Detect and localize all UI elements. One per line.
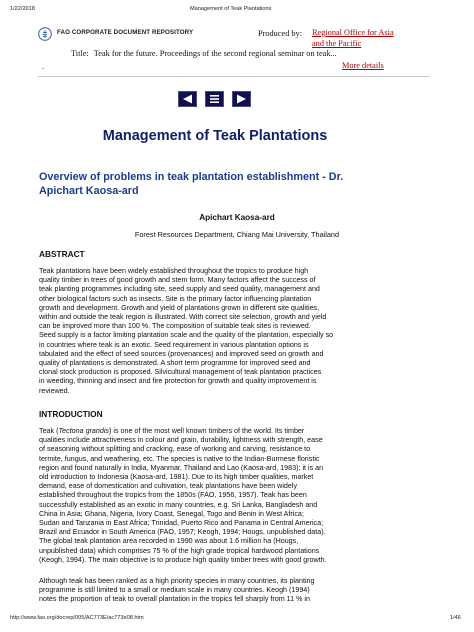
intro-line: termite, fungus, and weathering, etc. The species is native to the Indian-Burmese floristic (39, 454, 320, 463)
intro-line: (Keogh, 1994). The main objective is to produce high quality timber trees with good growth. (39, 555, 327, 564)
intro-line: Sudan and Tanzania in East Africa; Trinidad, Puerto Rico and Panama in Central America; (39, 519, 324, 528)
fao-logo[interactable] (38, 27, 52, 41)
header-divider (38, 76, 430, 77)
intro-line: established throughout the tropics from the 1850s (FAO, 1956, 1957). Teak has been (39, 491, 307, 500)
intro-line: unpublished data) which comprises 75 % of the high grade tropical hardwood plantations (39, 546, 320, 555)
title-row (71, 49, 337, 58)
introduction-text (39, 427, 439, 565)
right-arrow-icon (236, 94, 247, 104)
intro-line-start: Teak ( (39, 427, 59, 435)
repository-label: FAO CORPORATE DOCUMENT REPOSITORY (57, 29, 194, 36)
intro-line: Brazil and Ecuador in South America (FAO, 1957; Keogh, 1994; Hougs, unpublished data). (39, 528, 326, 537)
paragraph-line: programme is still limited to a small or medium scale in many countries. Keogh (1994) (39, 586, 310, 595)
author-name: Apichart Kaosa-ard (199, 213, 275, 222)
produced-by-label: Produced by: (258, 29, 303, 38)
abstract-text (39, 267, 439, 396)
title-label: Title: (71, 49, 89, 58)
abstract-line: in countries where teak is an exotic. Seed requirement in various plantation options is (39, 340, 309, 349)
intro-line: successfully established as an exotic in many countries, e.g. Sri Lanka, Bangladesh and (39, 500, 318, 509)
author-affiliation: Forest Resources Department, Chiang Mai University, Thailand (134, 230, 340, 239)
abstract-line: within and outside the teak region is illustrated. With correct site selection, growth and yield (39, 313, 327, 322)
intro-line: region and found naturally in India, Myanmar, Thailand and Lao (Kaosa-ard, 1983); it is an (39, 463, 324, 472)
second-paragraph (39, 577, 439, 605)
abstract-line: other biological factors such as insects. Site is the primary factor influencing plantation (39, 294, 312, 303)
intro-line: The global teak plantation area recorded in 1990 was about 1.6 million ha (Hougs, (39, 537, 299, 546)
intro-line (39, 427, 439, 436)
title-value: Teak for the future. Proceedings of the second regional seminar on teak... (93, 49, 337, 58)
intro-line: qualities include attractiveness in colour and grain, durability, lightness with strength, ease (39, 436, 323, 445)
abstract-heading: ABSTRACT (39, 249, 85, 259)
more-details-link[interactable]: More details (342, 61, 384, 70)
species-name: Tectona grandis (58, 427, 110, 435)
intro-line: demand, ease of domestication and cultivation, teak plantations have been widely (39, 482, 298, 491)
abstract-line: can be improved more than 100 %. The composition of suitable teak sites is reviewed. (39, 322, 311, 331)
print-url: http://www.fao.org/docrep/005/AC773E/ac773e08.htm (10, 615, 144, 621)
introduction-heading: INTRODUCTION (39, 409, 103, 419)
intro-line: of seasoning without splitting and cracking, ease of working and carving, resistance to (39, 445, 311, 454)
document-title: Management of Teak Plantations (102, 128, 328, 144)
abstract-line: in weeding, thinning and insect and fire protection for growth and quality improvement is (39, 377, 317, 386)
article-title: Overview of problems in teak plantation establishment - Dr. Apichart Kaosa-ard (39, 171, 344, 197)
intro-line: China in Asia; Ghana, Nigeria, Ivory Coast, Senegal, Togo and Benin in West Africa; (39, 509, 304, 518)
paragraph-line: Although teak has been ranked as a high priority species in many countries, its planting (39, 577, 315, 585)
abstract-line: clonal stock production is proposed. Silvicultural management of teak plantation practices (39, 368, 322, 377)
next-page-button[interactable] (232, 91, 251, 107)
print-page-title: Management of Teak Plantations (190, 6, 272, 12)
abstract-line: growth and development. Growth and yield of plantations grown in different site qualities, (39, 303, 320, 312)
paragraph-line: notes the proportion of teak to overall plantation in the tropics fell sharply from 11 % in (39, 595, 310, 604)
print-date: 1/22/2018 (10, 6, 35, 12)
produced-by-link[interactable]: Regional Office for Asia and the Pacific (312, 28, 394, 48)
left-arrow-icon (182, 94, 193, 104)
abstract-line: Seed supply is a factor limiting plantation scale and the quality of the plantation, especially so (39, 331, 334, 340)
contents-button[interactable] (205, 91, 224, 107)
intro-line-end: ) is one of the most well known timbers of the world. Its timber (109, 427, 305, 435)
intro-line: old introduction to Indonesia (Kaosa-ard, 1981). Due to its high timber qualities, market (39, 473, 314, 482)
header-dot: . (42, 62, 44, 71)
abstract-line: teak planting programmes including site, seed supply and seed quality, management and (39, 285, 320, 294)
abstract-line: quality of plantations is demonstrated. A short term programme for improved seed and (39, 359, 311, 368)
abstract-line: reviewed. (39, 386, 70, 395)
abstract-line: Teak plantations have been widely established throughout the tropics to produce high (39, 267, 309, 275)
abstract-line: quality timber in trees of good growth and stem form. Many factors affect the success of (39, 276, 316, 285)
print-page-number: 1/46 (450, 615, 461, 621)
fao-logo-icon (38, 27, 52, 41)
previous-page-button[interactable] (178, 91, 197, 107)
abstract-line: tabulated and the effect of seed sources (provenances) and improved seed on growth and (39, 349, 324, 358)
contents-list-icon (209, 94, 220, 104)
